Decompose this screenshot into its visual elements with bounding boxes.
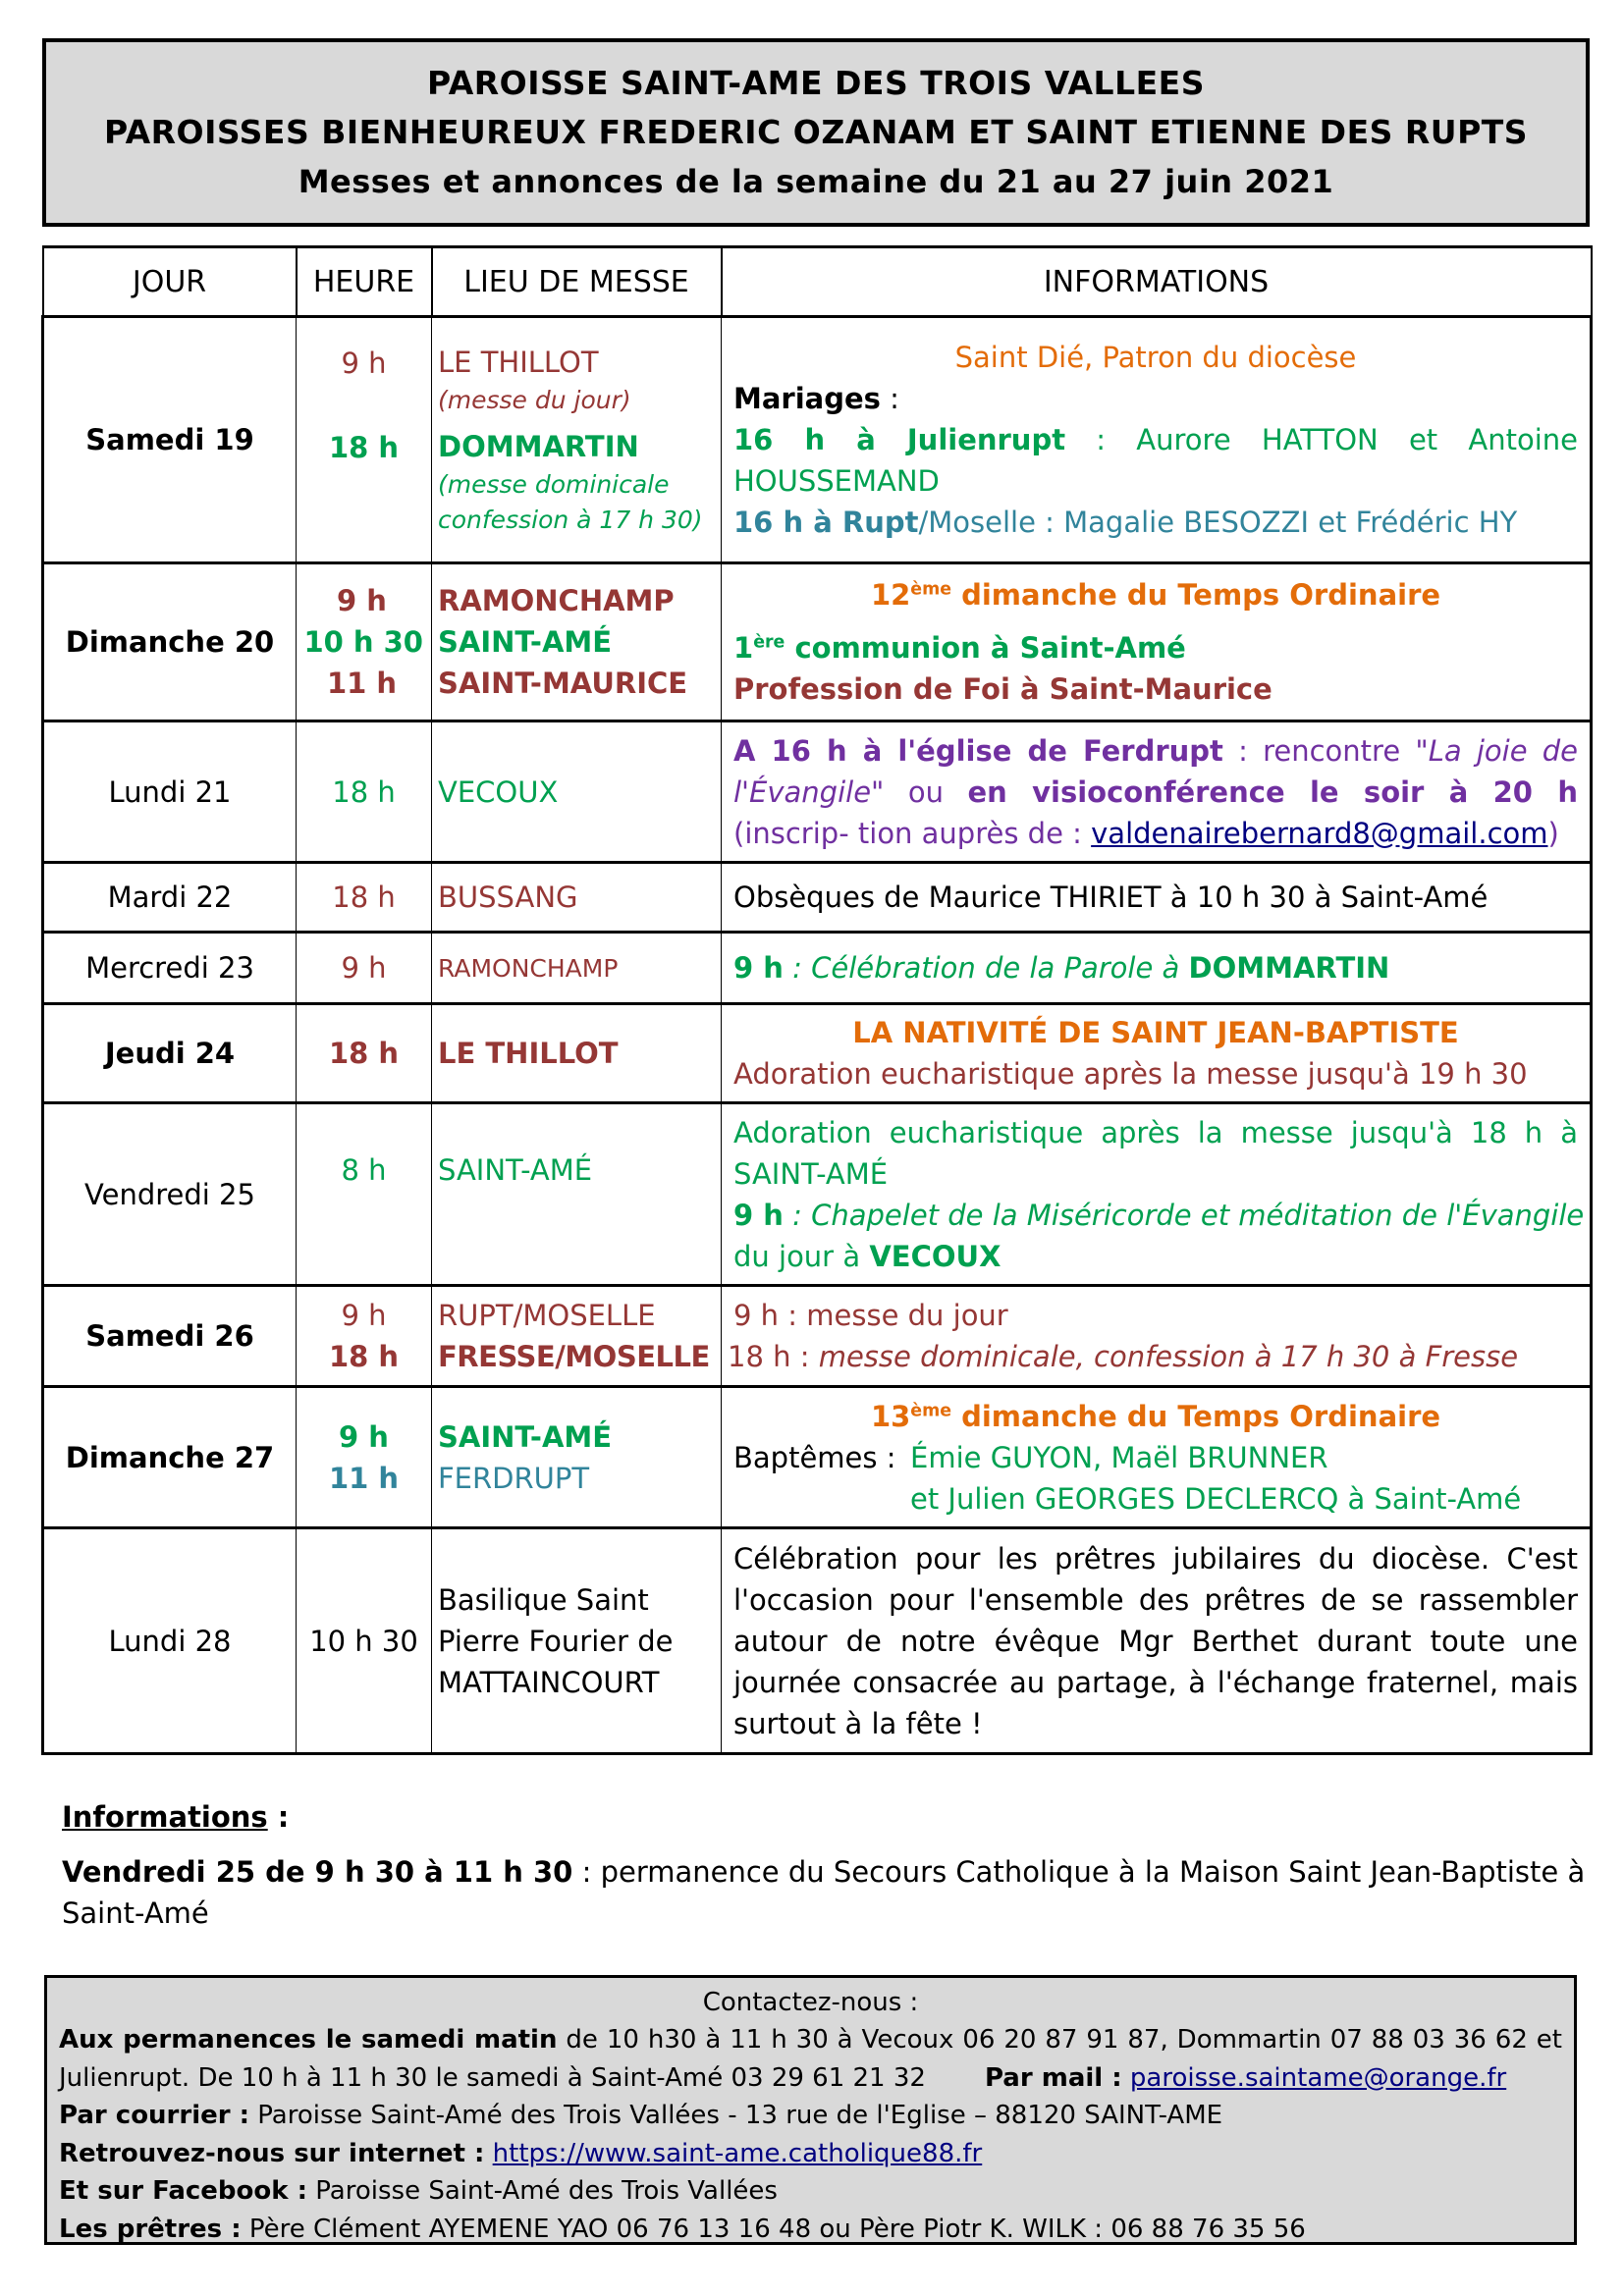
day-cell: Lundi 21: [43, 721, 297, 863]
place-cell: VECOUX: [432, 721, 722, 863]
event-place: DOMMARTIN: [1188, 951, 1390, 985]
ordinal: 1: [733, 631, 754, 665]
info-cell: [722, 721, 1592, 863]
time-cell: 10 h 30: [297, 1528, 432, 1754]
table-row: [43, 317, 1592, 563]
informations-heading: [62, 1796, 1594, 1838]
column-header-info: INFORMATIONS: [722, 247, 1592, 317]
info-cell: [722, 563, 1592, 721]
time: 11 h: [328, 1461, 400, 1495]
table-row: [43, 1286, 1592, 1387]
place: SAINT-AMÉ: [438, 1419, 613, 1454]
table-header-row: [43, 247, 1592, 317]
place-cell: [432, 1528, 722, 1754]
informations-section: [62, 1796, 1594, 1934]
ordinal-suffix: ème: [910, 1400, 952, 1420]
place: LE THILLOT: [438, 346, 599, 379]
time: 9 h: [341, 1299, 387, 1332]
event-quote: "La joie de: [1415, 733, 1578, 768]
item-date: Vendredi 25 de 9 h 30 à 11 h 30: [62, 1855, 573, 1889]
info-line: [733, 1195, 1585, 1236]
info-title: Saint Dié, Patron du diocèse: [954, 341, 1357, 374]
week-title: Messes et annonces de la semaine du 21 au 27 juin 2021: [298, 163, 1334, 200]
table-row: [43, 1004, 1592, 1103]
column-header-day: JOUR: [43, 247, 297, 317]
info-cell: [722, 1004, 1592, 1103]
time-cell: [297, 1387, 432, 1528]
event-time: 9 h: [733, 951, 784, 985]
ordinal: 12: [870, 578, 911, 612]
header-box: [42, 38, 1590, 227]
place: FERDRUPT: [438, 1461, 590, 1495]
wedding-time: 16 h à Julienrupt: [733, 423, 1066, 456]
day-cell: Samedi 26: [43, 1286, 297, 1387]
day-cell: Mardi 22: [43, 863, 297, 933]
time-cell: 9 h: [297, 933, 432, 1004]
info-line: [733, 419, 1578, 460]
wedding-names: : Aurore HATTON et Antoine: [1065, 423, 1578, 456]
info-title: LA NATIVITÉ DE SAINT JEAN-BAPTISTE: [852, 1016, 1459, 1049]
time: 9 h: [337, 584, 387, 617]
event-text: : Célébration de la Parole à: [783, 951, 1189, 985]
contact-line: [59, 2059, 1562, 2098]
place: MATTAINCOURT: [438, 1665, 660, 1699]
day-cell: Jeudi 24: [43, 1004, 297, 1103]
baptism-label: Baptêmes :: [733, 1440, 896, 1474]
info-line: Adoration eucharistique après la messe jusqu'à 18 h à: [733, 1115, 1578, 1149]
title-text: dimanche du Temps Ordinaire: [951, 578, 1441, 612]
place: Pierre Fourier de: [438, 1624, 674, 1658]
place: RAMONCHAMP: [438, 584, 675, 617]
contact-line: [59, 2135, 1562, 2173]
event-place: VECOUX: [869, 1239, 1001, 1273]
info-cell: [722, 317, 1592, 563]
place-cell: [432, 317, 722, 563]
place-cell: [432, 1387, 722, 1528]
place: SAINT-MAURICE: [438, 667, 688, 700]
line-text: communion à Saint-Amé: [785, 631, 1186, 665]
time-cell: 18 h: [297, 1004, 432, 1103]
time: 9 h: [339, 1419, 389, 1454]
info-line: [728, 1336, 1578, 1377]
event-time-place: A 16 h à l'église de Ferdrupt: [733, 733, 1223, 768]
contact-box: [44, 1975, 1577, 2245]
info-line: Adoration eucharistique après la messe jusqu'à 19 h 30: [733, 1057, 1528, 1091]
time-cell: 18 h: [297, 863, 432, 933]
label-colon: :: [880, 382, 899, 415]
info-line: [733, 378, 1578, 419]
informations-item: [62, 1851, 1594, 1934]
event-text: (inscrip-: [733, 816, 849, 850]
informations-colon: :: [267, 1800, 290, 1834]
info-cell: Obsèques de Maurice THIRIET à 10 h 30 à Saint-Amé: [722, 863, 1592, 933]
facebook-label: Et sur Facebook :: [59, 2176, 308, 2206]
info-cell: [722, 933, 1592, 1004]
baptism-names: Émie GUYON, Maël BRUNNER: [910, 1440, 1328, 1474]
parishes-subtitle: PAROISSES BIENHEUREUX FREDERIC OZANAM ET SAINT ETIENNE DES RUPTS: [103, 113, 1529, 151]
item-text: : permanence du Secours Catholique à la Maison Saint Jean-Baptiste à Saint-Amé: [62, 1855, 1586, 1930]
contact-line: [59, 2097, 1562, 2135]
place-cell: BUSSANG: [432, 863, 722, 933]
website-link[interactable]: https://www.saint-ame.catholique88.fr: [492, 2138, 983, 2168]
time-cell: 18 h: [297, 721, 432, 863]
table-row: [43, 721, 1592, 863]
info-cell: [722, 1286, 1592, 1387]
contact-line: [59, 2172, 1562, 2211]
event-time: 9 h: [733, 1198, 784, 1232]
place-cell: LE THILLOT: [432, 1004, 722, 1103]
day-cell: Samedi 19: [43, 317, 297, 563]
info-cell: [722, 1103, 1592, 1286]
place-cell: SAINT-AMÉ: [432, 1103, 722, 1286]
info-line: [733, 627, 1578, 668]
parish-title: PAROISSE SAINT-AME DES TROIS VALLEES: [427, 64, 1205, 102]
time: 18 h: [328, 431, 400, 464]
place: FRESSE/MOSELLE: [438, 1340, 710, 1373]
info-line: [733, 1437, 1578, 1478]
info-cell: [722, 1387, 1592, 1528]
info-paragraph: [733, 730, 1578, 854]
contact-line: [59, 2021, 1562, 2059]
info-line: SAINT-AMÉ: [733, 1156, 889, 1191]
info-line: [733, 1236, 1578, 1277]
info-line: 9 h : messe du jour: [733, 1299, 1008, 1332]
column-header-time: HEURE: [297, 247, 432, 317]
priests-label: Les prêtres :: [59, 2214, 242, 2244]
event-text: du jour à: [733, 1239, 870, 1273]
table-row: [43, 563, 1592, 721]
facebook-page: Paroisse Saint-Amé des Trois Vallées: [307, 2176, 778, 2206]
table-row: [43, 933, 1592, 1004]
day-cell: Dimanche 20: [43, 563, 297, 721]
email-link[interactable]: paroisse.saintame@orange.fr: [1129, 2062, 1507, 2093]
permanence-text: Julienrupt. De 10 h à 11 h 30 le samedi à Saint-Amé 03 29 61 21 32: [59, 2062, 926, 2093]
info-line: HOUSSEMAND: [733, 464, 940, 498]
mass-schedule-table: [41, 245, 1593, 1755]
place-note: confession à 17 h 30): [438, 506, 703, 534]
event-text: ou: [884, 774, 968, 809]
priests-contacts: Père Clément AYEMENE YAO 06 76 13 16 48 ou Père Piotr K. WILK : 06 88 76 35 56: [241, 2214, 1306, 2244]
permanence-label: Aux permanences le samedi matin: [59, 2025, 558, 2055]
place-note: (messe du jour): [438, 386, 631, 414]
wedding-names: /Moselle : Magalie BESOZZI et Frédéric HY: [918, 506, 1518, 539]
label: Mariages: [733, 382, 881, 415]
time: 18 h: [328, 1340, 400, 1373]
event-quote: l'Évangile": [733, 774, 885, 809]
day-cell: Lundi 28: [43, 1528, 297, 1754]
ordinal: 13: [870, 1399, 911, 1433]
contact-line: [59, 2211, 1562, 2249]
contact-title: Contactez-nous :: [702, 1988, 919, 2017]
time: 10 h 30: [303, 625, 423, 659]
wedding-time: 16 h à Rupt: [733, 506, 919, 539]
place-cell: [432, 1286, 722, 1387]
info-title: [733, 1396, 1578, 1437]
place-note: (messe dominicale: [438, 470, 670, 499]
table-row: [43, 863, 1592, 933]
event-text: : Chapelet de la Miséricorde et méditation de l'Évangile: [783, 1198, 1585, 1232]
event-time: 18 h :: [728, 1340, 819, 1373]
column-header-place: LIEU DE MESSE: [432, 247, 722, 317]
website-label: Retrouvez-nous sur internet :: [59, 2138, 485, 2168]
ordinal-suffix: ème: [910, 579, 952, 600]
event-text: tion auprès de :: [857, 816, 1092, 850]
time-cell: 8 h: [297, 1103, 432, 1286]
time-cell: [297, 1286, 432, 1387]
info-line: [733, 502, 1578, 543]
day-cell: Vendredi 25: [43, 1103, 297, 1286]
mail-address-label: Par courrier :: [59, 2101, 250, 2130]
place: RUPT/MOSELLE: [438, 1299, 656, 1332]
event-online: en visioconférence le soir à 20 h: [967, 774, 1578, 809]
ordinal-suffix: ère: [753, 632, 785, 653]
time-cell: [297, 317, 432, 563]
place: SAINT-AMÉ: [438, 625, 613, 659]
info-line: Profession de Foi à Saint-Maurice: [733, 672, 1272, 706]
event-text: ): [1547, 816, 1559, 850]
permanence-text: de 10 h30 à 11 h 30 à Vecoux 06 20 87 91 87, Dommartin 07 88 03 36 62 et: [557, 2025, 1562, 2055]
table-row: [43, 1528, 1592, 1754]
info-line: et Julien GEORGES DECLERCQ à Saint-Amé: [910, 1481, 1522, 1516]
place-cell: [432, 563, 722, 721]
info-cell: [722, 1528, 1592, 1754]
place-cell: RAMONCHAMP: [432, 933, 722, 1004]
info-paragraph: Célébration pour les prêtres jubilaires du diocèse. C'est l'occasion pour l'ensemble des prêtres de se rassembler autour de notre évêque Mgr Berthet durant toute une journée consacrée au partage, à l'échange fraternel, mais surtout à la fête !: [733, 1541, 1578, 1740]
time: 11 h: [326, 667, 398, 700]
mail-address: Paroisse Saint-Amé des Trois Vallées - 13 rue de l'Eglise – 88120 SAINT-AME: [249, 2101, 1223, 2130]
informations-title: Informations: [62, 1800, 268, 1834]
place: Basilique Saint: [438, 1582, 649, 1617]
day-cell: Mercredi 23: [43, 933, 297, 1004]
time-cell: [297, 563, 432, 721]
time: 9 h: [341, 347, 387, 380]
event-text: : rencontre: [1222, 733, 1416, 768]
event-text: messe dominicale, confession à 17 h 30 à Fresse: [818, 1340, 1519, 1373]
info-title: [733, 574, 1578, 615]
place: DOMMARTIN: [438, 430, 639, 463]
day-cell: Dimanche 27: [43, 1387, 297, 1528]
mail-label: Par mail :: [984, 2062, 1122, 2093]
table-row: [43, 1103, 1592, 1286]
title-text: dimanche du Temps Ordinaire: [951, 1399, 1441, 1433]
email-link[interactable]: valdenairebernard8@gmail.com: [1091, 816, 1548, 850]
table-row: [43, 1387, 1592, 1528]
